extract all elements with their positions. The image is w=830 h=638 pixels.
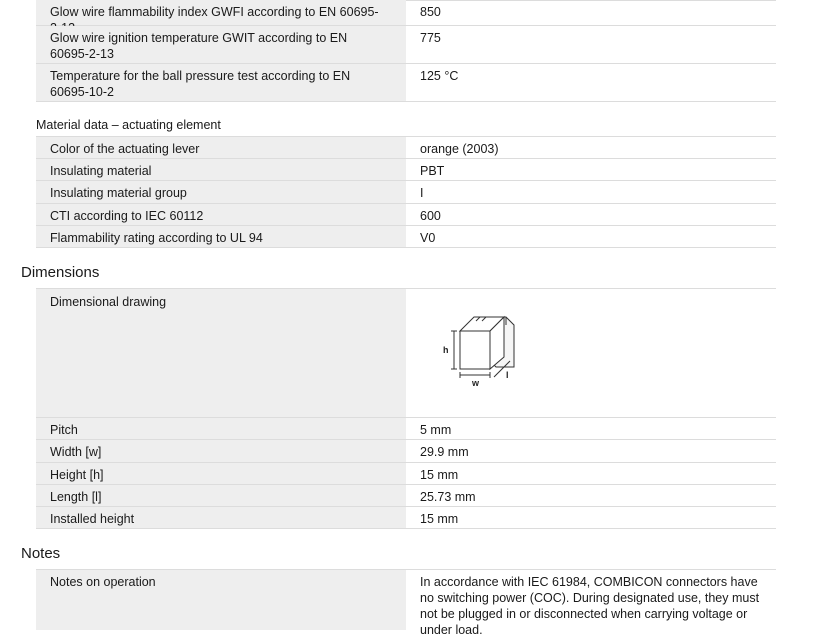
drawing-letter-w: w [472, 378, 480, 388]
table-row [36, 137, 776, 159]
table-row [36, 440, 776, 463]
row-label: Insulating material group [36, 181, 406, 203]
row-value: 125 °C [420, 69, 459, 83]
table-row [36, 485, 776, 507]
row-label: Length [l] [36, 485, 406, 506]
row-value: 15 mm [420, 468, 459, 482]
row-label: Notes on operation [36, 570, 406, 630]
row-label: Height [h] [36, 463, 406, 484]
row-label: Glow wire ignition temperature GWIT according to EN 60695-2-13 [36, 26, 406, 63]
row-label: Flammability rating according to UL 94 [36, 226, 406, 247]
row-value: 600 [420, 209, 441, 223]
row-label: CTI according to IEC 60112 [36, 204, 406, 225]
row-value: 25.73 mm [420, 490, 476, 504]
table-row [36, 26, 776, 64]
row-label: Pitch [36, 418, 406, 439]
row-value: I [420, 186, 424, 200]
row-value: In accordance with IEC 61984, COMBICON connectors have no switching power (COC). During designated use, they must not be plugged in or disconnected when carrying voltage or under load. [420, 575, 760, 637]
table-row [36, 226, 776, 248]
dimensions-table [36, 288, 776, 529]
table-row [36, 159, 776, 181]
dimensional-drawing-image [430, 295, 540, 405]
dimensions-heading: Dimensions [21, 264, 100, 281]
row-label: Insulating material [36, 159, 406, 180]
row-value: V0 [420, 231, 436, 245]
table-row [36, 181, 776, 204]
actuating-table [36, 136, 776, 248]
notes-heading: Notes [21, 545, 61, 562]
table-row [36, 570, 776, 637]
drawing-cell [406, 289, 776, 417]
row-label: Color of the actuating lever [36, 137, 406, 158]
glow-wire-table [36, 0, 776, 102]
actuating-heading: Material data – actuating element [36, 118, 221, 132]
table-row [36, 204, 776, 226]
row-label: Dimensional drawing [36, 289, 406, 417]
table-row [36, 64, 776, 102]
table-row [36, 463, 776, 485]
table-row [36, 507, 776, 529]
table-row [36, 418, 776, 440]
row-value: 29.9 mm [420, 445, 469, 459]
row-value: 850 [420, 5, 441, 19]
drawing-letter-l: l [506, 370, 509, 380]
notes-table [36, 569, 776, 637]
row-label: Glow wire flammability index GWFI according to EN 60695- [36, 0, 406, 25]
row-value: 775 [420, 31, 441, 45]
row-value: 15 mm [420, 512, 459, 526]
row-value: 5 mm [420, 423, 452, 437]
row-label: Width [w] [36, 440, 406, 462]
drawing-row [36, 289, 776, 418]
row-value: orange (2003) [420, 142, 499, 156]
row-label: Installed height [36, 507, 406, 528]
row-label: Temperature for the ball pressure test according to EN 60695-10-2 [36, 64, 406, 101]
table-row [36, 0, 776, 26]
drawing-letter-h: h [443, 345, 449, 355]
row-value: PBT [420, 164, 445, 178]
